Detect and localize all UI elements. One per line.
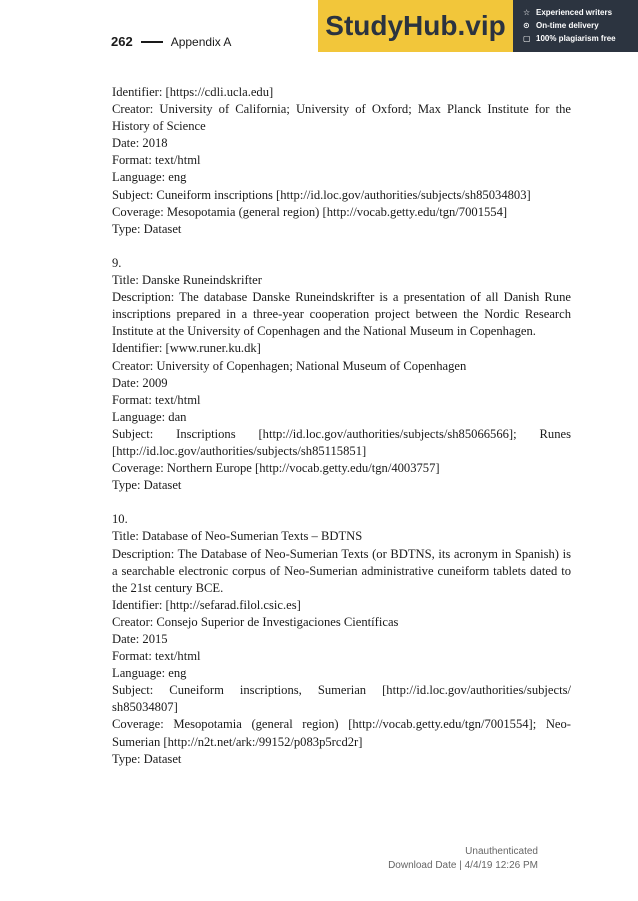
- metadata-line: Description: The database Danske Runeindskrifter is a presentation of all Danish Rune inscriptions prepared in a three-year cooperation project between the Nordic Research Institute at the University of Copenhagen and the National Museum in Copenhagen.: [112, 290, 571, 339]
- ad-feature-item: [523, 6, 630, 19]
- document-icon: ▢: [523, 34, 531, 43]
- metadata-line: Language: eng: [112, 170, 187, 185]
- metadata-line: Description: The Database of Neo-Sumerian Texts (or BDTNS, its acronym in Spanish) is a searchable electronic corpus of Neo-Sumerian administrative cuneiform tablets dated to the 21st century BCE.: [112, 546, 571, 595]
- metadata-line: Title: Danske Runeindskrifter: [112, 273, 262, 288]
- section-label: Appendix A: [170, 34, 232, 49]
- ad-feature-list: [513, 0, 638, 52]
- ad-feature-item: [523, 32, 630, 45]
- metadata-line: Coverage: Northern Europe [http://vocab.getty.edu/tgn/4003757]: [112, 461, 440, 476]
- metadata-line: Language: dan: [112, 409, 187, 424]
- metadata-line: Coverage: Mesopotamia (general region) [http://vocab.getty.edu/tgn/7001554]; Neo-Sumerian [http://n2t.net/ark:/99152/p083p5rcd2r]: [112, 717, 571, 749]
- metadata-line: Format: text/html: [112, 392, 201, 407]
- ad-feature-text: Experienced writers: [536, 8, 613, 17]
- logo-text-main: StudyHub: [325, 10, 458, 41]
- paragraph-gap: [112, 238, 571, 255]
- metadata-line: Date: 2018: [112, 136, 168, 151]
- metadata-line: Subject: Cuneiform inscriptions, Sumerian [http://id.loc.gov/authorities/subjects/ sh85034807]: [112, 683, 571, 715]
- download-date: Download Date | 4/4/19 12:26 PM: [388, 860, 538, 871]
- metadata-line: Date: 2009: [112, 375, 168, 390]
- running-header: [111, 34, 231, 49]
- page-number: 262: [111, 34, 133, 49]
- metadata-line: Type: Dataset: [112, 751, 182, 766]
- ad-feature-item: [523, 19, 630, 32]
- metadata-line: Subject: Cuneiform inscriptions [http://id.loc.gov/authorities/subjects/sh85034803]: [112, 187, 531, 202]
- metadata-line: Creator: University of Copenhagen; National Museum of Copenhagen: [112, 358, 467, 373]
- ad-feature-text: On-time delivery: [536, 21, 599, 30]
- metadata-line: Coverage: Mesopotamia (general region) [http://vocab.getty.edu/tgn/7001554]: [112, 204, 508, 219]
- metadata-line: Identifier: [http://sefarad.filol.csic.es]: [112, 597, 301, 612]
- metadata-line: Subject: Inscriptions [http://id.loc.gov/authorities/subjects/sh85066566]; Runes [http://id.loc.gov/authorities/subjects/sh85115851]: [112, 426, 571, 458]
- metadata-line: Language: eng: [112, 666, 187, 681]
- studyhub-logo[interactable]: [318, 0, 513, 52]
- record-block-10: [112, 511, 571, 767]
- metadata-line: Creator: University of California; University of Oxford; Max Planck Institute for the History of Science: [112, 102, 571, 134]
- download-footer: [388, 845, 538, 873]
- record-block-9: [112, 255, 571, 494]
- header-rule: [141, 41, 163, 43]
- metadata-line: Type: Dataset: [112, 478, 182, 493]
- metadata-line: Format: text/html: [112, 649, 201, 664]
- clock-icon: ⊙: [523, 21, 530, 30]
- metadata-line: Title: Database of Neo-Sumerian Texts – BDTNS: [112, 529, 363, 544]
- metadata-line: Identifier: [https://cdli.ucla.edu]: [112, 85, 274, 99]
- record-number: 10.: [112, 512, 128, 527]
- star-icon: ☆: [523, 8, 531, 17]
- metadata-line: Identifier: [www.runer.ku.dk]: [112, 341, 261, 356]
- metadata-line: Creator: Consejo Superior de Investigaciones Científicas: [112, 614, 399, 629]
- logo-text-suffix: .vip: [457, 10, 506, 41]
- body-text: [112, 84, 571, 768]
- auth-status: Unauthenticated: [465, 846, 538, 857]
- paragraph-gap: [112, 494, 571, 511]
- record-block-continued: [112, 84, 571, 238]
- metadata-line: Type: Dataset: [112, 221, 182, 236]
- ad-feature-text: 100% plagiarism free: [536, 34, 616, 43]
- ad-banner[interactable]: [318, 0, 638, 52]
- metadata-line: Date: 2015: [112, 632, 168, 646]
- metadata-line: Format: text/html: [112, 153, 201, 168]
- record-number: 9.: [112, 255, 122, 270]
